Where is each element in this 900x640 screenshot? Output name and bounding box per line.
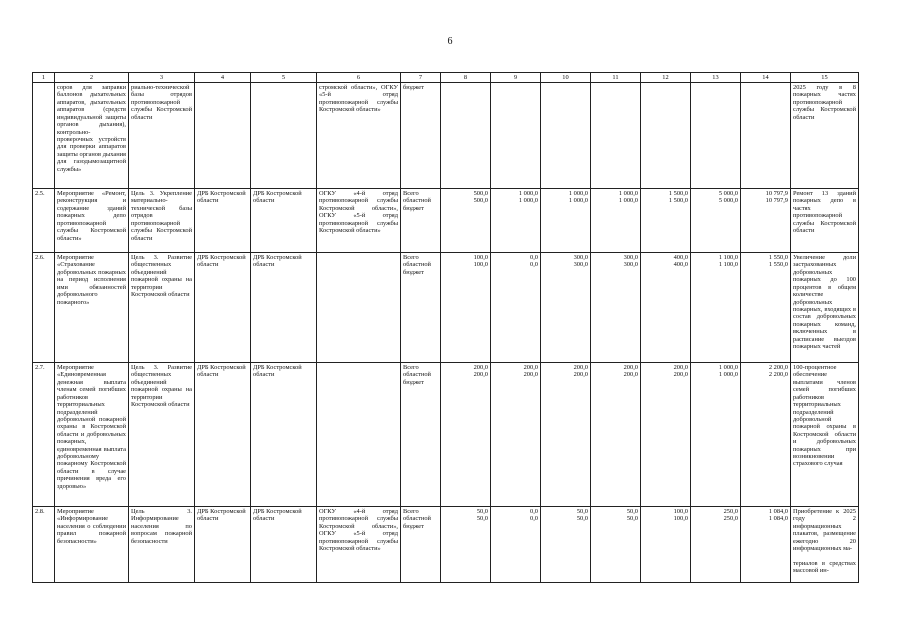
value-cell <box>691 363 741 507</box>
value-total: 200,0 <box>473 364 488 371</box>
result-cell: Ремонт 13 зданий пожарных депо в частях противопожарной службы Костромской области <box>791 189 859 253</box>
value-total: 500,0 <box>473 190 488 197</box>
responsible-cell: ДРБ Костромской области <box>195 253 251 363</box>
value-cell <box>491 189 541 253</box>
value-total: 10 797,9 <box>765 190 788 197</box>
column-number: 7 <box>401 73 441 83</box>
goal-cell: Цель 3. Укрепление материально-технической базы отрядов противопожарной службы Костромской области <box>129 189 195 253</box>
value-budget: 1 100,0 <box>718 261 738 269</box>
goal-cell: Цель 3. Развитие общественных объединений пожарной охраны на территории Костромской области <box>129 253 195 363</box>
value-total: 1 500,0 <box>668 190 688 197</box>
value-total: 300,0 <box>573 254 588 261</box>
row-number-cell: 2.7. <box>33 363 55 507</box>
participants-cell: ОГКУ «4-й отряд противопожарной службы Костромской области», ОГКУ «5-й отряд противопожарной службы Костромской области» <box>317 507 401 583</box>
value-cell <box>541 507 591 583</box>
value-cell <box>641 189 691 253</box>
participants-cell: ОГКУ «4-й отряд противопожарной службы Костромской области», ОГКУ «5-й отряд противопожарной службы Костромской области» <box>317 189 401 253</box>
column-number: 3 <box>129 73 195 83</box>
value-cell <box>641 83 691 189</box>
value-budget: 10 797,9 <box>765 197 788 205</box>
value-budget: 50,0 <box>626 515 638 523</box>
column-number: 4 <box>195 73 251 83</box>
value-cell <box>541 363 591 507</box>
funding-source-cell <box>401 253 441 363</box>
value-cell <box>741 253 791 363</box>
source-budget-label: областной бюджет <box>403 261 431 276</box>
source-budget-label: областной бюджет <box>403 197 431 212</box>
value-cell <box>591 363 641 507</box>
goal-cell: риально-технической базы отрядов противопожарной службы Костромской области <box>129 83 195 189</box>
result-cell: Увеличение доли застрахованных добровольных пожарных до 100 процентов в общем количестве добровольных пожарных, входящих в состав добровольных пожарных команд, включенных в расписание выездов пожарных частей <box>791 253 859 363</box>
value-budget: 200,0 <box>473 371 488 379</box>
value-cell <box>441 507 491 583</box>
value-budget: 1 084,0 <box>768 515 788 523</box>
column-number: 12 <box>641 73 691 83</box>
value-total: 200,0 <box>673 364 688 371</box>
value-cell <box>591 83 641 189</box>
value-cell <box>641 507 691 583</box>
value-total: 50,0 <box>476 508 488 515</box>
source-budget-label: областной бюджет <box>403 515 431 530</box>
value-budget: 0,0 <box>530 261 538 269</box>
value-cell <box>741 189 791 253</box>
responsible-cell: ДРБ Костромской области <box>195 507 251 583</box>
funding-source-cell: бюджет <box>401 83 441 189</box>
responsible-cell <box>195 83 251 189</box>
result-text-part1: Приобретение к 2025 году 2 информационных плакатов, размещение ежегодно 20 информационных ма- <box>793 508 856 553</box>
participants-cell <box>317 363 401 507</box>
column-number-row <box>33 73 859 83</box>
value-total: 1 000,0 <box>568 190 588 197</box>
result-cell <box>791 507 859 583</box>
column-number: 9 <box>491 73 541 83</box>
page-number: 6 <box>447 36 453 47</box>
value-cell <box>741 507 791 583</box>
value-cell <box>641 363 691 507</box>
value-cell <box>491 83 541 189</box>
value-total: 400,0 <box>673 254 688 261</box>
column-number: 2 <box>55 73 129 83</box>
value-total: 250,0 <box>723 508 738 515</box>
value-budget: 1 000,0 <box>568 197 588 205</box>
column-number: 5 <box>251 73 317 83</box>
value-budget: 0,0 <box>530 515 538 523</box>
value-cell <box>741 83 791 189</box>
responsible-cell: ДРБ Костромской области <box>195 363 251 507</box>
row-number-cell: 2.5. <box>33 189 55 253</box>
measure-name-cell: Мероприятие «Информирование населения о соблюдении правил пожарной безопасности» <box>55 507 129 583</box>
table-row-2-7 <box>33 363 859 507</box>
value-total: 1 000,0 <box>518 190 538 197</box>
value-total: 100,0 <box>473 254 488 261</box>
value-cell <box>491 507 541 583</box>
value-budget: 250,0 <box>723 515 738 523</box>
value-cell <box>691 253 741 363</box>
value-budget: 200,0 <box>623 371 638 379</box>
value-cell <box>591 189 641 253</box>
measure-name-cell: Мероприятие «Единовременная денежная выплата членам семей погибших работников территориальных подразделений добровольной пожарной охраны в Костромской области и добровольных пожарных, единовременная выплата добровольному пожарному Костромской области в случае причинения вреда его здоровью» <box>55 363 129 507</box>
value-total: 2 200,0 <box>768 364 788 371</box>
value-budget: 200,0 <box>673 371 688 379</box>
column-number: 1 <box>33 73 55 83</box>
value-cell <box>741 363 791 507</box>
value-total: 50,0 <box>576 508 588 515</box>
row-number-cell: 2.8. <box>33 507 55 583</box>
value-budget: 400,0 <box>673 261 688 269</box>
value-budget: 1 000,0 <box>618 197 638 205</box>
value-budget: 100,0 <box>473 261 488 269</box>
value-cell <box>441 83 491 189</box>
table-row-2-8 <box>33 507 859 583</box>
table-row-continuation <box>33 83 859 189</box>
value-budget: 100,0 <box>673 515 688 523</box>
value-cell <box>691 83 741 189</box>
result-gap <box>793 553 856 560</box>
value-budget: 300,0 <box>573 261 588 269</box>
coexecutor-cell: ДРБ Костромской области <box>251 189 317 253</box>
program-table <box>32 72 859 583</box>
value-total: 200,0 <box>623 364 638 371</box>
value-total: 0,0 <box>530 508 538 515</box>
measure-name-cell: Мероприятие «Страхование добровольных пожарных на период исполнения ими обязанностей добровольного пожарного» <box>55 253 129 363</box>
column-number: 14 <box>741 73 791 83</box>
result-cell: 100-процентное обеспечение выплатами членов семей погибших работников территориальных подразделений добровольной пожарной охраны в Костромской области и добровольных пожарных при возникновении страхового случая <box>791 363 859 507</box>
value-budget: 50,0 <box>476 515 488 523</box>
table-row-2-5 <box>33 189 859 253</box>
column-number: 13 <box>691 73 741 83</box>
value-cell <box>591 507 641 583</box>
value-cell <box>491 253 541 363</box>
value-cell <box>541 83 591 189</box>
value-budget: 1 550,0 <box>768 261 788 269</box>
value-budget: 2 200,0 <box>768 371 788 379</box>
coexecutor-cell: ДРБ Костромской области <box>251 507 317 583</box>
value-total: 200,0 <box>523 364 538 371</box>
value-cell <box>641 253 691 363</box>
value-cell <box>441 189 491 253</box>
value-budget: 1 000,0 <box>518 197 538 205</box>
value-budget: 300,0 <box>623 261 638 269</box>
value-total: 100,0 <box>673 508 688 515</box>
column-number: 10 <box>541 73 591 83</box>
measure-name-cell: Мероприятие «Ремонт, реконструкция и содержание зданий пожарных депо противопожарной службы Костромской области» <box>55 189 129 253</box>
coexecutor-cell: ДРБ Костромской области <box>251 363 317 507</box>
value-total: 0,0 <box>530 254 538 261</box>
source-total-label: Всего <box>403 364 419 371</box>
value-total: 1 000,0 <box>618 190 638 197</box>
source-total-label: Всего <box>403 190 419 197</box>
coexecutor-cell: ДРБ Костромской области <box>251 253 317 363</box>
value-total: 200,0 <box>573 364 588 371</box>
value-total: 1 550,0 <box>768 254 788 261</box>
value-budget: 500,0 <box>473 197 488 205</box>
result-text-part2: териалов в средствах массовой ин- <box>793 559 856 574</box>
measure-name-cell: соров для заправки баллонов дыхательных аппаратов, дыхательных аппаратов (средств индивидуальной защиты органов дыхания), контрольно-проверочных устройств для проверки аппаратов защиты органов дыхания для газодымозащитной службы» <box>55 83 129 189</box>
goal-cell: Цель 3. Развитие общественных объединений пожарной охраны на территории Костромской области <box>129 363 195 507</box>
value-cell <box>441 363 491 507</box>
funding-source-cell <box>401 507 441 583</box>
result-cell: 2025 году в 8 пожарных частях противопожарной службы Костромской области <box>791 83 859 189</box>
source-total-label: Всего <box>403 254 419 261</box>
value-cell <box>541 253 591 363</box>
value-total: 1 100,0 <box>718 254 738 261</box>
responsible-cell: ДРБ Костромской области <box>195 189 251 253</box>
source-total-label: Всего <box>403 508 419 515</box>
column-number: 6 <box>317 73 401 83</box>
value-cell <box>691 189 741 253</box>
column-number: 15 <box>791 73 859 83</box>
value-total: 300,0 <box>623 254 638 261</box>
value-total: 1 000,0 <box>718 364 738 371</box>
value-budget: 200,0 <box>523 371 538 379</box>
value-cell <box>591 253 641 363</box>
value-budget: 200,0 <box>573 371 588 379</box>
participants-cell: стромской области», ОГКУ «5-й отряд противопожарной службы Костромской области» <box>317 83 401 189</box>
value-cell <box>441 253 491 363</box>
value-budget: 50,0 <box>576 515 588 523</box>
funding-source-cell <box>401 363 441 507</box>
value-budget: 5 000,0 <box>718 197 738 205</box>
goal-cell: Цель 3. Информирование населения по вопросам пожарной безопасности <box>129 507 195 583</box>
value-total: 50,0 <box>626 508 638 515</box>
funding-source-cell <box>401 189 441 253</box>
value-total: 1 084,0 <box>768 508 788 515</box>
value-cell <box>491 363 541 507</box>
row-number-cell: 2.6. <box>33 253 55 363</box>
coexecutor-cell <box>251 83 317 189</box>
value-budget: 1 000,0 <box>718 371 738 379</box>
table-row-2-6 <box>33 253 859 363</box>
column-number: 11 <box>591 73 641 83</box>
value-total: 5 000,0 <box>718 190 738 197</box>
value-budget: 1 500,0 <box>668 197 688 205</box>
value-cell <box>691 507 741 583</box>
source-budget-label: областной бюджет <box>403 371 431 386</box>
value-cell <box>541 189 591 253</box>
row-number-cell <box>33 83 55 189</box>
participants-cell <box>317 253 401 363</box>
column-number: 8 <box>441 73 491 83</box>
